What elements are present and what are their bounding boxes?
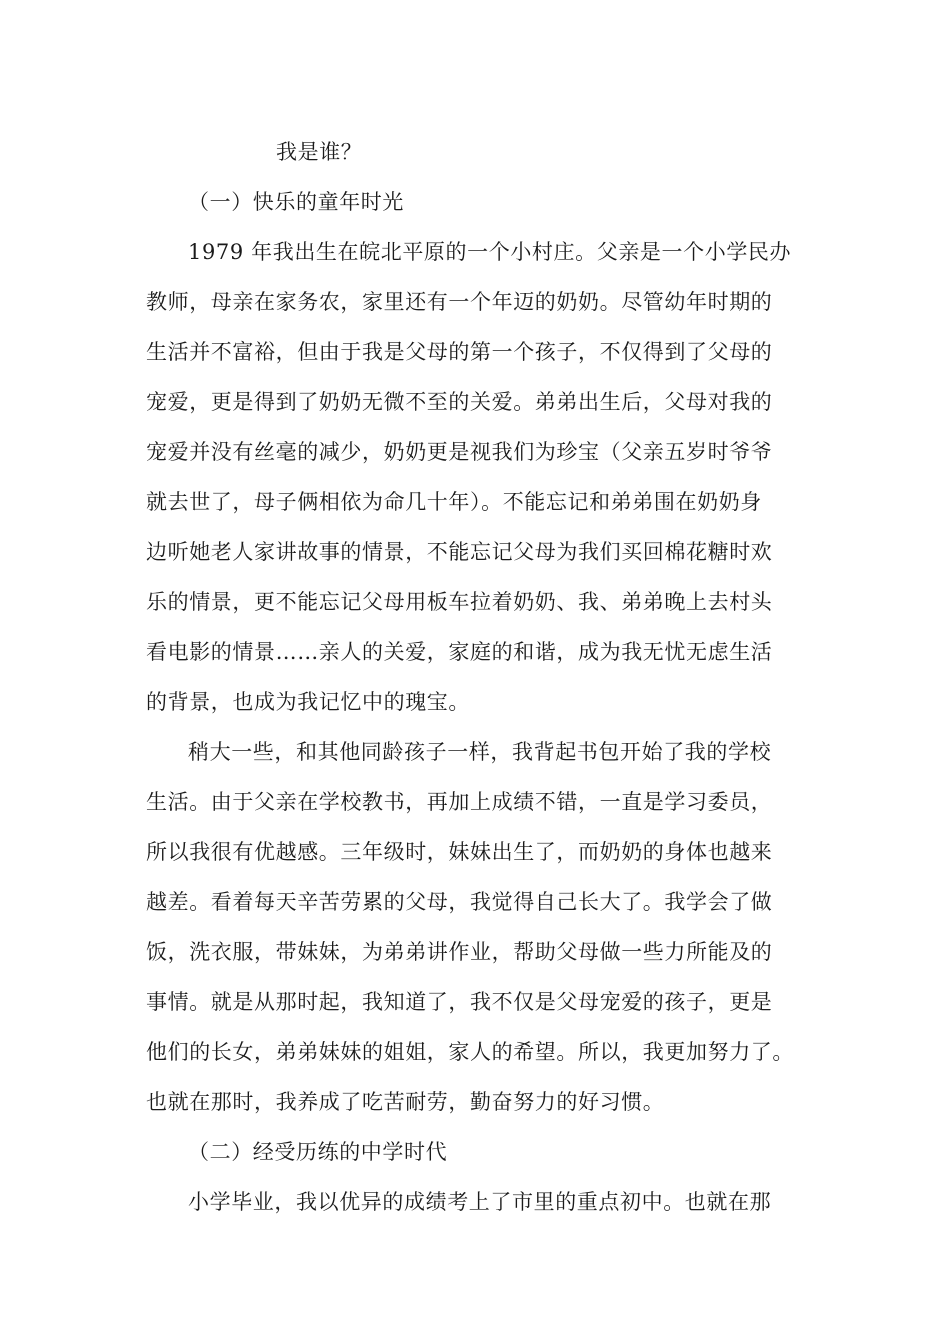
paragraph-line: 事情。就是从那时起，我知道了，我不仅是父母宠爱的孩子，更是 (146, 990, 773, 1014)
paragraph-line: 小学毕业，我以优异的成绩考上了市里的重点初中。也就在那 (188, 1190, 772, 1214)
section-heading: （二）经受历练的中学时代 (188, 1140, 448, 1164)
paragraph-line: 看电影的情景……亲人的关爱，家庭的和谐，成为我无忧无虑生活 (146, 640, 773, 664)
paragraph-line: 的背景，也成为我记忆中的瑰宝。 (146, 690, 470, 714)
paragraph-line: 生活。由于父亲在学校教书，再加上成绩不错，一直是学习委员， (146, 790, 773, 814)
paragraph-line: 稍大一些，和其他同龄孩子一样，我背起书包开始了我的学校 (188, 740, 772, 764)
paragraph-line: 他们的长女，弟弟妹妹的姐姐，家人的希望。所以，我更加努力了。 (146, 1040, 794, 1064)
paragraph-line: 越差。看着每天辛苦劳累的父母，我觉得自己长大了。我学会了做 (146, 890, 773, 914)
paragraph-line: 宠爱，更是得到了奶奶无微不至的关爱。弟弟出生后，父母对我的 (146, 390, 773, 414)
paragraph-line: 乐的情景，更不能忘记父母用板车拉着奶奶、我、弟弟晚上去村头 (146, 590, 773, 614)
paragraph-line: 就去世了，母子俩相依为命几十年）。不能忘记和弟弟围在奶奶身 (146, 490, 762, 514)
paragraph-line: 1979 年我出生在皖北平原的一个小村庄。父亲是一个小学民办 (188, 240, 792, 264)
paragraph-line: 边听她老人家讲故事的情景，不能忘记父母为我们买回棉花糖时欢 (146, 540, 773, 564)
paragraph-line: 也就在那时，我养成了吃苦耐劳，勤奋努力的好习惯。 (146, 1090, 665, 1114)
paragraph-line: 教师，母亲在家务农，家里还有一个年迈的奶奶。尽管幼年时期的 (146, 290, 773, 314)
section-heading: （一）快乐的童年时光 (188, 190, 404, 214)
paragraph-line: 所以我很有优越感。三年级时，妹妹出生了，而奶奶的身体也越来 (146, 840, 773, 864)
paragraph-line: 宠爱并没有丝毫的减少，奶奶更是视我们为珍宝（父亲五岁时爷爷 (146, 440, 773, 464)
paragraph-line: 饭，洗衣服，带妹妹，为弟弟讲作业，帮助父母做一些力所能及的 (146, 940, 773, 964)
document-title: 我是谁？ (276, 140, 363, 164)
paragraph-line: 生活并不富裕，但由于我是父母的第一个孩子，不仅得到了父母的 (146, 340, 773, 364)
